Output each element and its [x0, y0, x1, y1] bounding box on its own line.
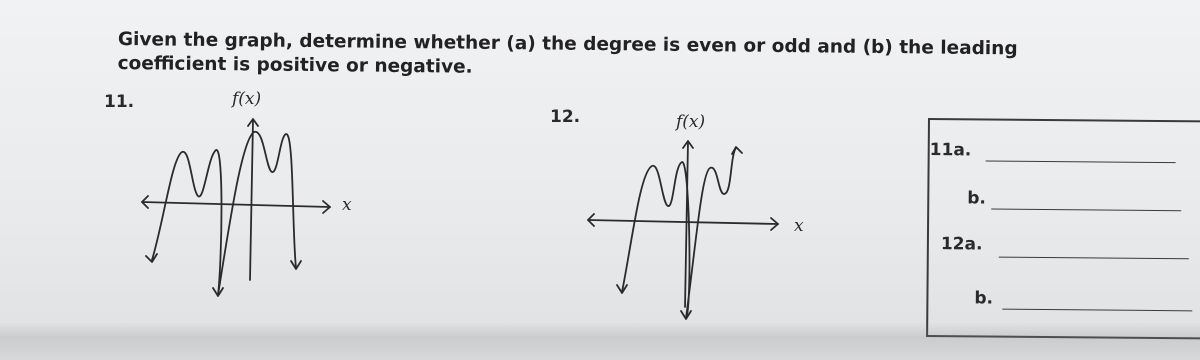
- problem-11-x-label: x: [342, 195, 352, 215]
- answer-11a-label: 11a.: [929, 140, 972, 161]
- problem-11-x-axis: [142, 202, 330, 207]
- problem-11-graph: [130, 110, 360, 310]
- answer-12b-blank[interactable]: [1002, 309, 1192, 312]
- problem-12-x-label: x: [794, 216, 804, 236]
- problem-12-fx-label: f(x): [676, 112, 706, 132]
- instructions-line-1: Given the graph, determine whether (a) the degree is even or odd and (b) the leading: [117, 28, 1018, 60]
- problem-12-number: 12.: [550, 107, 581, 127]
- answer-12a-blank[interactable]: [999, 257, 1189, 260]
- problem-11-number: 11.: [104, 92, 135, 112]
- answer-12b-label: b.: [974, 288, 994, 309]
- page-edge-shadow: [0, 322, 1200, 360]
- answer-11b-label: b.: [967, 188, 987, 209]
- problem-11-fx-label: f(x): [232, 89, 262, 109]
- answer-11a-blank[interactable]: [986, 161, 1176, 164]
- problem-12-curve: [622, 148, 736, 318]
- problem-12-x-axis: [588, 220, 778, 224]
- answer-12a-label: 12a.: [940, 234, 983, 255]
- instructions: [117, 28, 1107, 86]
- instructions-line-2: coefficient is positive or negative.: [117, 52, 473, 78]
- problem-12-y-axis: [685, 142, 688, 307]
- problem-12-graph: [580, 132, 820, 332]
- answer-11b-blank[interactable]: [991, 209, 1181, 212]
- answer-box: [926, 118, 1200, 340]
- problem-11-y-axis: [250, 120, 253, 280]
- problem-11-curve: [152, 132, 296, 295]
- problem-12-curve-right-arrow: [732, 147, 742, 154]
- problem-11-curve-left-arrow: [146, 254, 157, 262]
